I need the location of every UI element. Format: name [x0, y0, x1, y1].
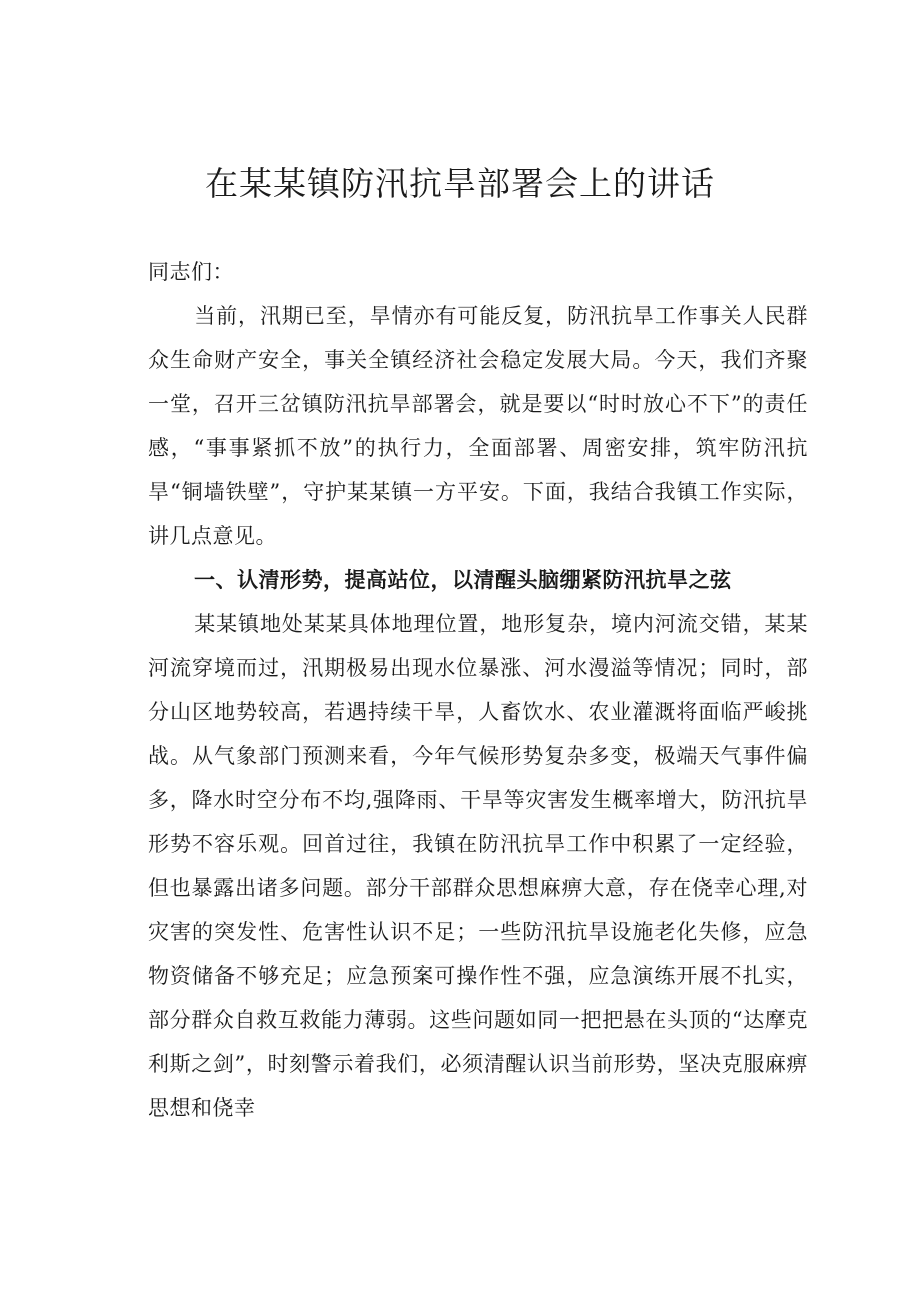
document-title: 在某某镇防汛抗旱部署会上的讲话 — [205, 164, 715, 203]
paragraph-situation: 某某镇地处某某具体地理位置，地形复杂，境内河流交错，某某河流穿境而过，汛期极易出现水位暴涨、河水漫溢等情况；同时，部分山区地势较高，若遇持续干旱，人畜饮水、农业灌溉将面临严峻挑战。从气象部门预测来看，今年气候形势复杂多变，极端天气事件偏多，降水时空分布不均,强降雨、干旱等灾害发生概率增大，防汛抗旱形势不容乐观。回首过往，我镇在防汛抗旱工作中积累了一定经验，但也暴露出诸多问题。部分干部群众思想麻痹大意，存在侥幸心理,对灾害的突发性、危害性认识不足；一些防汛抗旱设施老化失修，应急物资储备不够充足；应急预案可操作性不强，应急演练开展不扎实，部分群众自救互救能力薄弱。这些问题如同一把把悬在头顶的“达摩克利斯之剑”，时刻警示着我们，必须清醒认识当前形势，坚决克服麻痹思想和侥幸 — [148, 612, 808, 1120]
salutation: 同志们： — [148, 260, 234, 284]
section-heading: 一、认清形势，提高站位，以清醒头脑绷紧防汛抗旱之弦 — [194, 568, 732, 592]
paragraph-intro: 当前，汛期已至，旱情亦有可能反复，防汛抗旱工作事关人民群众生命财产安全，事关全镇经济社会稳定发展大局。今天，我们齐聚一堂，召开三岔镇防汛抗旱部署会，就是要以“时时放心不下”的责任感，“事事紧抓不放”的执行力，全面部署、周密安排，筑牢防汛抗旱“铜墙铁壁”，守护某某镇一方平安。下面，我结合我镇工作实际，讲几点意见。 — [148, 304, 808, 548]
document-body — [148, 250, 808, 1130]
